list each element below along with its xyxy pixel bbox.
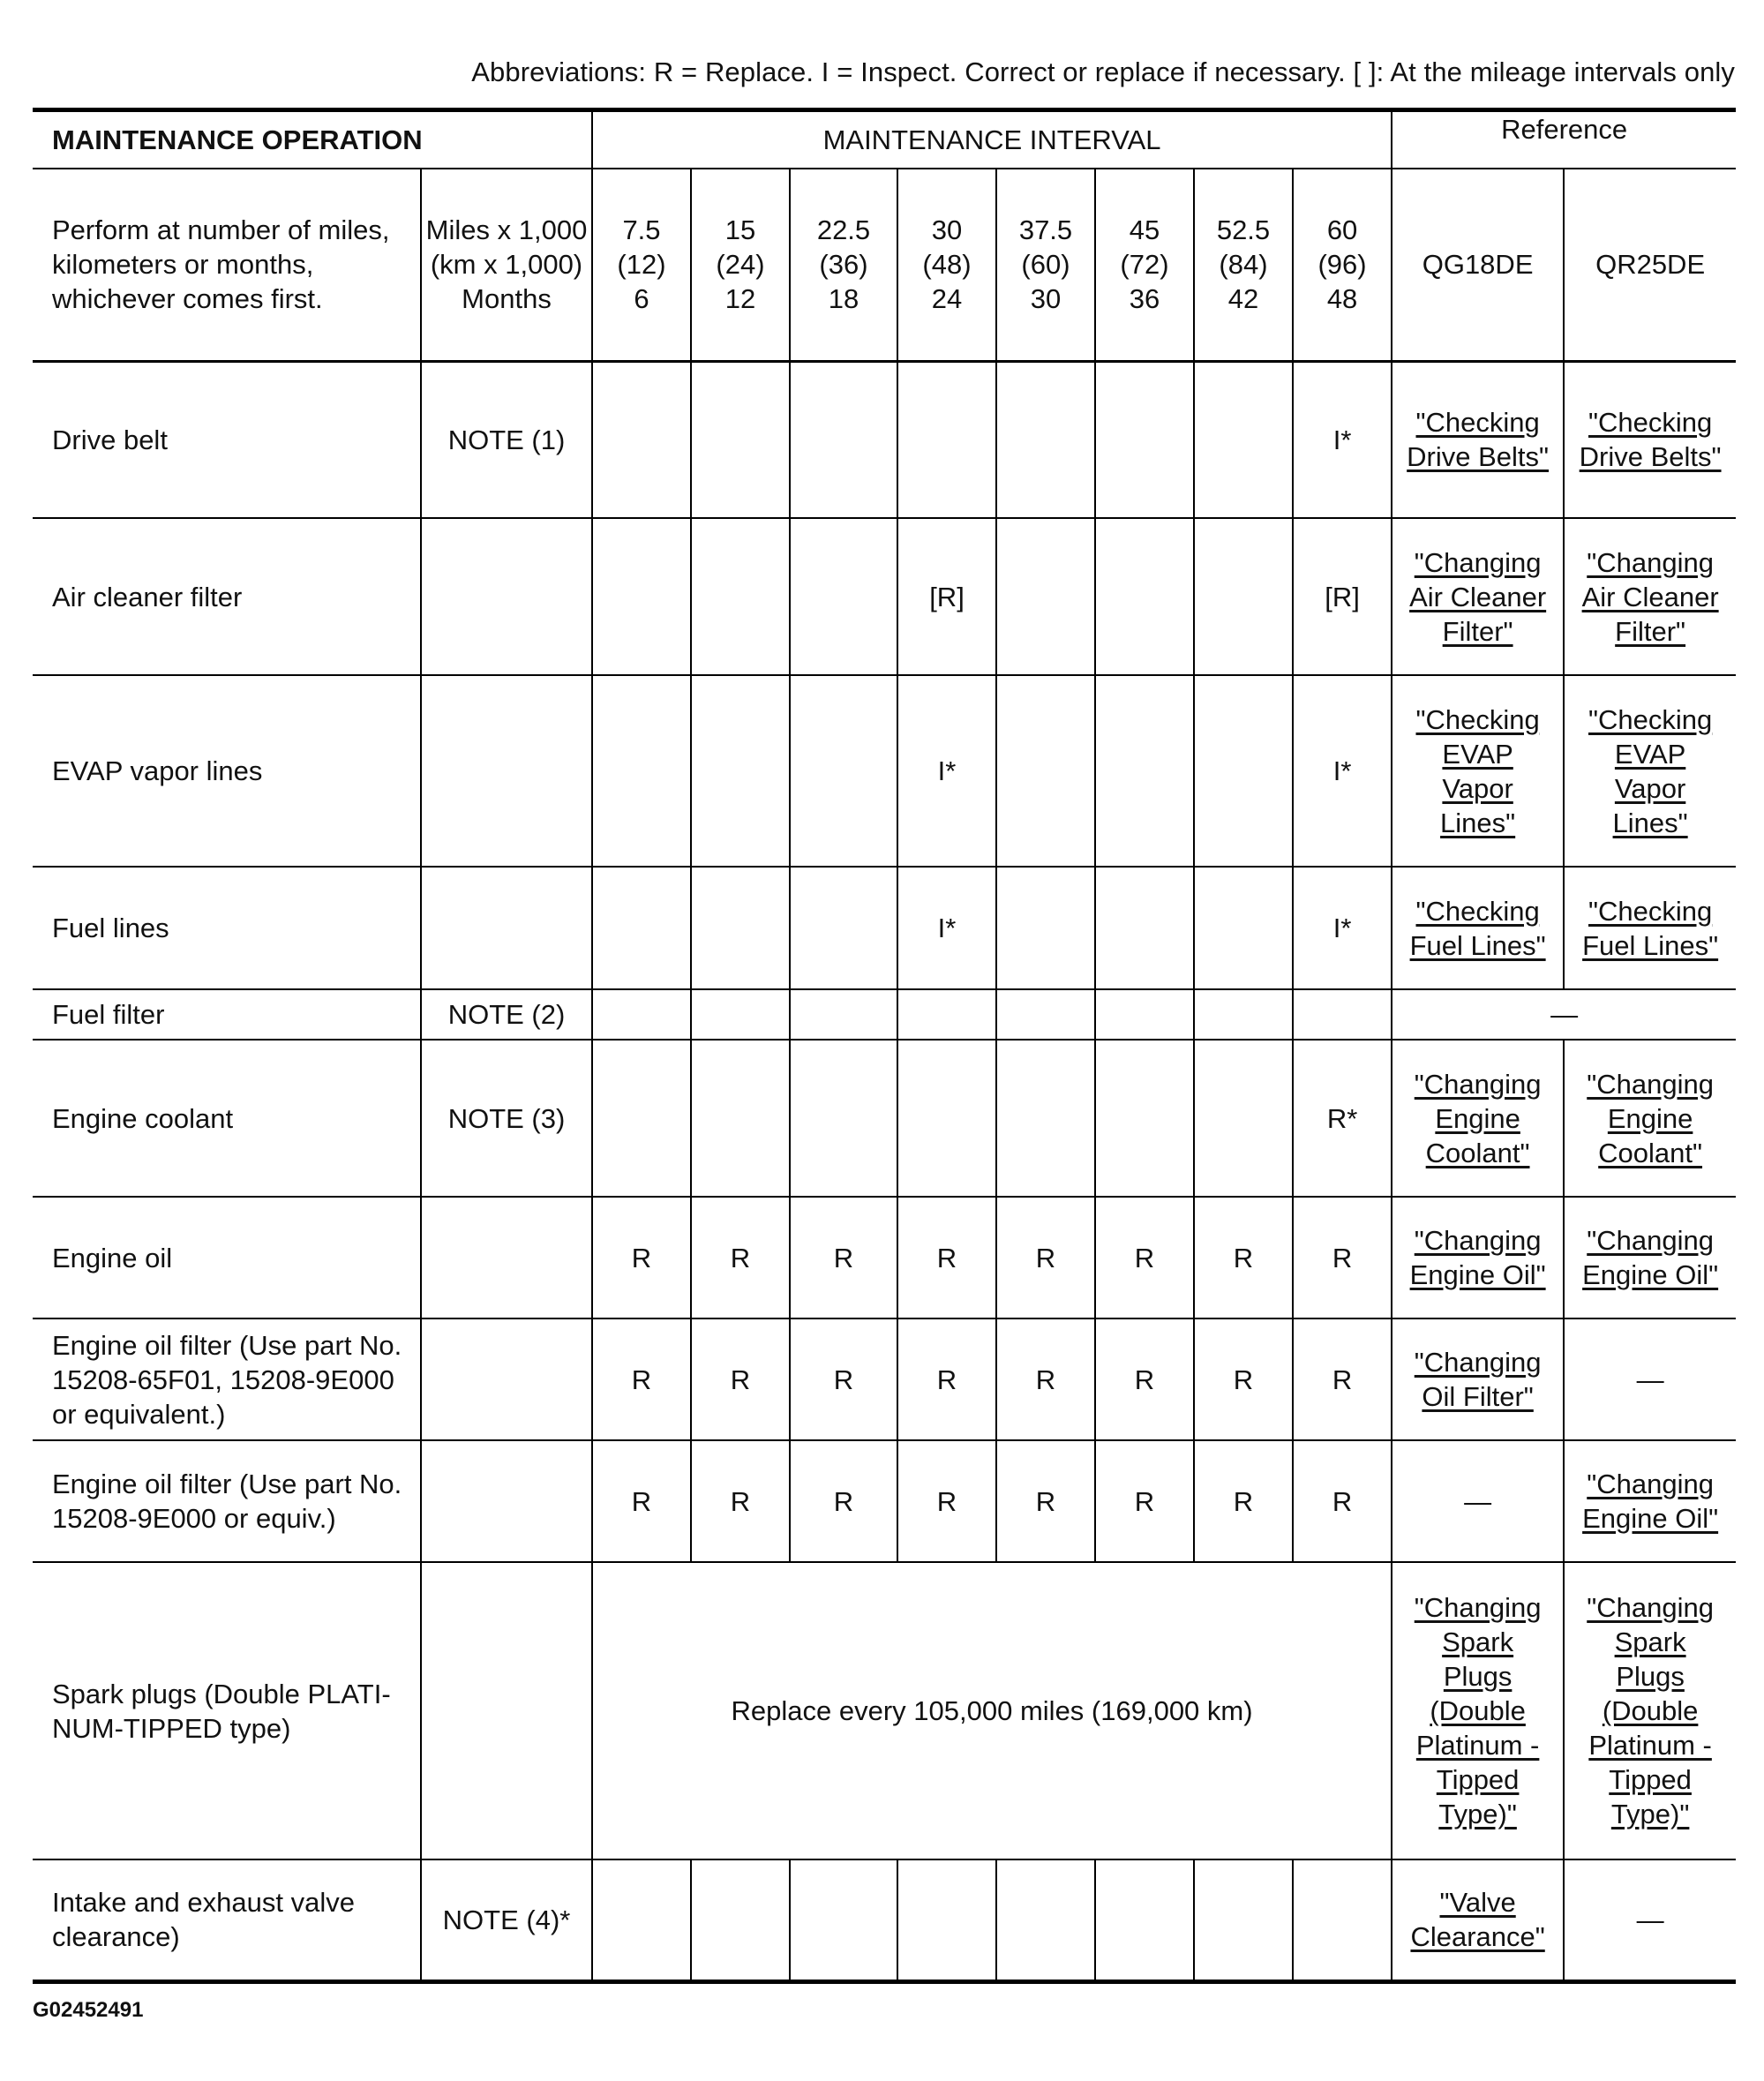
- reference-header: Reference: [1392, 110, 1736, 169]
- interval-cell: [1095, 867, 1194, 989]
- interval-cell: I*: [1293, 867, 1392, 989]
- interval-cell: [996, 518, 1095, 675]
- interval-cell: R: [1095, 1440, 1194, 1562]
- interval-cell: R: [1293, 1318, 1392, 1440]
- reference-cell-qg18de: [1392, 1197, 1564, 1318]
- interval-months: 18: [828, 283, 859, 315]
- reference-cell-qr25de: [1564, 361, 1736, 518]
- reference-cell-qr25de: [1564, 1440, 1736, 1562]
- interval-cell: [1194, 1859, 1293, 1981]
- interval-cell: R: [1194, 1440, 1293, 1562]
- interval-months: 6: [634, 283, 649, 315]
- maintenance-schedule-table: [33, 108, 1736, 1984]
- reference-cell-qr25de: [1564, 1318, 1736, 1440]
- operation-note: NOTE (4)*: [421, 1859, 592, 1981]
- operation-label: Fuel lines: [33, 867, 421, 989]
- interval-cell: I*: [1293, 675, 1392, 867]
- interval-months: 24: [931, 283, 963, 315]
- operation-label: Air cleaner filter: [33, 518, 421, 675]
- engine-header: QG18DE: [1392, 169, 1564, 361]
- interval-cell: [1095, 1859, 1194, 1981]
- reference-cell-qr25de: [1564, 1562, 1736, 1859]
- table-row: [33, 1040, 1736, 1197]
- interval-months: 12: [724, 283, 756, 315]
- interval-miles: 45: [1129, 214, 1160, 246]
- reference-link[interactable]: "Changing Spark Plugs (Double Platinum - Tipped Type)": [1587, 1592, 1714, 1829]
- reference-link[interactable]: "Changing Air Cleaner Filter": [1581, 546, 1719, 647]
- interval-cell: [1293, 989, 1392, 1040]
- reference-link[interactable]: "Changing Engine Coolant": [1587, 1068, 1714, 1168]
- reference-link[interactable]: "Checking Fuel Lines": [1409, 895, 1546, 961]
- interval-cell: R: [996, 1318, 1095, 1440]
- interval-km: (12): [617, 249, 666, 281]
- operation-label: Engine coolant: [33, 1040, 421, 1197]
- reference-cell-qg18de: [1392, 518, 1564, 675]
- interval-cell: [691, 1040, 790, 1197]
- interval-cell: [996, 1040, 1095, 1197]
- table-row: [33, 1859, 1736, 1981]
- interval-cell: R: [691, 1197, 790, 1318]
- interval-km: (48): [922, 249, 972, 281]
- interval-cell: R: [592, 1440, 691, 1562]
- table-row: [33, 675, 1736, 867]
- interval-cell: R: [691, 1440, 790, 1562]
- interval-cell: [897, 1859, 996, 1981]
- interval-cell: [996, 989, 1095, 1040]
- table-body: [33, 110, 1736, 1982]
- interval-cell: R: [996, 1197, 1095, 1318]
- interval-cell: [691, 675, 790, 867]
- interval-cell: [897, 1040, 996, 1197]
- interval-cell: R: [1194, 1318, 1293, 1440]
- operation-label: Intake and exhaust valve clearance): [33, 1859, 421, 1981]
- interval-cell: [1194, 675, 1293, 867]
- interval-miles: 60: [1326, 214, 1358, 246]
- interval-km: (72): [1120, 249, 1169, 281]
- interval-cell: [592, 361, 691, 518]
- interval-miles: 52.5: [1216, 214, 1271, 246]
- interval-cell: [R]: [897, 518, 996, 675]
- interval-cell: [996, 1859, 1095, 1981]
- table-row: [33, 1318, 1736, 1440]
- operation-note: NOTE (3): [421, 1040, 592, 1197]
- interval-column-header: [790, 169, 897, 361]
- interval-miles: 22.5: [816, 214, 871, 246]
- interval-cell: [1194, 1040, 1293, 1197]
- reference-none: —: [1636, 1904, 1664, 1935]
- operation-label: Fuel filter: [33, 989, 421, 1040]
- interval-months: 30: [1030, 283, 1062, 315]
- interval-cell: R*: [1293, 1040, 1392, 1197]
- operation-label: Drive belt: [33, 361, 421, 518]
- table-row: [33, 518, 1736, 675]
- reference-cell-qg18de: [1392, 867, 1564, 989]
- table-row: [33, 1440, 1736, 1562]
- interval-column-header: [1194, 169, 1293, 361]
- interval-months: 36: [1129, 283, 1160, 315]
- reference-cell-qg18de: [1392, 675, 1564, 867]
- interval-column-header: [897, 169, 996, 361]
- interval-cell: [996, 867, 1095, 989]
- reference-cell-qr25de: [1564, 1859, 1736, 1981]
- operation-note: [421, 518, 592, 675]
- interval-cell: [790, 867, 897, 989]
- interval-miles: 7.5: [622, 214, 661, 246]
- interval-cell: R: [996, 1440, 1095, 1562]
- interval-cell: R: [790, 1318, 897, 1440]
- interval-cell: [R]: [1293, 518, 1392, 675]
- interval-cell: [691, 867, 790, 989]
- interval-cell: [592, 1040, 691, 1197]
- interval-cell: R: [1293, 1197, 1392, 1318]
- operation-note: [421, 1562, 592, 1859]
- operation-note: [421, 1197, 592, 1318]
- interval-cell: [1194, 989, 1293, 1040]
- abbreviations-legend: Abbreviations: R = Replace. I = Inspect. Correct or replace if necessary. [ ]: At the mileage intervals only: [471, 56, 1735, 87]
- interval-column-header: [1095, 169, 1194, 361]
- interval-cell: [790, 675, 897, 867]
- reference-none: —: [1636, 1364, 1664, 1395]
- reference-cell-qg18de: [1392, 1562, 1564, 1859]
- interval-cell: R: [592, 1318, 691, 1440]
- table-row: [33, 989, 1736, 1040]
- engine-header: QR25DE: [1564, 169, 1736, 361]
- reference-cell-qr25de: [1564, 675, 1736, 867]
- maintenance-interval-header: MAINTENANCE INTERVAL: [592, 110, 1392, 169]
- table-row: [33, 867, 1736, 989]
- interval-cell: [1293, 1859, 1392, 1981]
- reference-cell-qg18de: [1392, 361, 1564, 518]
- interval-column-header: [691, 169, 790, 361]
- interval-cell: [592, 867, 691, 989]
- operation-note: [421, 1318, 592, 1440]
- operation-label: EVAP vapor lines: [33, 675, 421, 867]
- interval-column-header: [996, 169, 1095, 361]
- interval-km: (24): [716, 249, 765, 281]
- operation-label: Engine oil: [33, 1197, 421, 1318]
- interval-cell: R: [592, 1197, 691, 1318]
- operation-label: Engine oil filter (Use part No. 15208-65F01, 15208-9E000 or equivalent.): [33, 1318, 421, 1440]
- table-row: [33, 361, 1736, 518]
- interval-months: 48: [1326, 283, 1358, 315]
- table-row: [33, 1562, 1736, 1859]
- reference-cell-qg18de: [1392, 1440, 1564, 1562]
- reference-link[interactable]: "Checking EVAP Vapor Lines": [1415, 703, 1540, 838]
- table-row: [33, 1197, 1736, 1318]
- interval-cell: [1194, 518, 1293, 675]
- interval-cell: R: [790, 1440, 897, 1562]
- interval-miles: 15: [724, 214, 756, 246]
- interval-km: (96): [1317, 249, 1367, 281]
- perform-instructions: Perform at number of miles, kilometers or months, whichever comes first.: [33, 169, 421, 361]
- interval-miles: 30: [931, 214, 963, 246]
- reference-cell-qr25de: [1564, 1040, 1736, 1197]
- figure-code: G02452491: [33, 1998, 144, 2022]
- reference-link[interactable]: "Changing Air Cleaner Filter": [1409, 546, 1547, 647]
- header-row-1: [33, 110, 1736, 169]
- reference-link[interactable]: "Valve Clearance": [1410, 1887, 1545, 1953]
- interval-cell: R: [790, 1197, 897, 1318]
- interval-cell: [592, 675, 691, 867]
- interval-cell: [592, 989, 691, 1040]
- interval-cell: R: [897, 1440, 996, 1562]
- interval-miles: 37.5: [1018, 214, 1073, 246]
- reference-link[interactable]: "Checking EVAP Vapor Lines": [1588, 703, 1713, 838]
- reference-cell-qg18de: [1392, 1859, 1564, 1981]
- interval-cell: [691, 989, 790, 1040]
- interval-cell: [1194, 361, 1293, 518]
- interval-cell: I*: [897, 675, 996, 867]
- interval-cell: R: [1194, 1197, 1293, 1318]
- interval-cell: [1095, 989, 1194, 1040]
- interval-cell: [592, 1859, 691, 1981]
- maintenance-operation-header: MAINTENANCE OPERATION: [33, 110, 592, 169]
- reference-cell-merged: —: [1392, 989, 1736, 1040]
- interval-units: Miles x 1,000 (km x 1,000) Months: [421, 169, 592, 361]
- reference-link[interactable]: "Changing Oil Filter": [1414, 1347, 1542, 1412]
- interval-cell: R: [897, 1318, 996, 1440]
- interval-cell: [691, 1859, 790, 1981]
- header-row-2: [33, 169, 1736, 361]
- interval-cell: R: [1095, 1197, 1194, 1318]
- reference-link[interactable]: "Checking Drive Belts": [1407, 407, 1550, 473]
- operation-note: NOTE (1): [421, 361, 592, 518]
- reference-link[interactable]: "Changing Engine Coolant": [1414, 1068, 1542, 1168]
- operation-note: [421, 1440, 592, 1562]
- reference-link[interactable]: "Changing Engine Oil": [1409, 1225, 1546, 1290]
- interval-cell: [790, 518, 897, 675]
- operation-note: [421, 675, 592, 867]
- interval-cell: [1095, 1040, 1194, 1197]
- interval-cell: R: [1095, 1318, 1194, 1440]
- interval-cell: [790, 1040, 897, 1197]
- interval-cell: [996, 361, 1095, 518]
- reference-cell-qr25de: [1564, 1197, 1736, 1318]
- interval-column-header: [1293, 169, 1392, 361]
- reference-cell-qg18de: [1392, 1040, 1564, 1197]
- interval-cell: [996, 675, 1095, 867]
- interval-months: 42: [1227, 283, 1259, 315]
- reference-cell-qg18de: [1392, 1318, 1564, 1440]
- merged-interval-cell: Replace every 105,000 miles (169,000 km): [592, 1562, 1392, 1859]
- interval-cell: [1095, 361, 1194, 518]
- interval-cell: I*: [1293, 361, 1392, 518]
- operation-label: Engine oil filter (Use part No. 15208-9E000 or equiv.): [33, 1440, 421, 1562]
- reference-link[interactable]: "Changing Spark Plugs (Double Platinum - Tipped Type)": [1414, 1592, 1542, 1829]
- interval-cell: [897, 989, 996, 1040]
- reference-link[interactable]: "Changing Engine Oil": [1582, 1469, 1719, 1534]
- interval-cell: R: [1293, 1440, 1392, 1562]
- interval-km: (36): [819, 249, 868, 281]
- interval-cell: [790, 989, 897, 1040]
- interval-cell: [790, 1859, 897, 1981]
- interval-cell: [592, 518, 691, 675]
- interval-cell: [1095, 518, 1194, 675]
- reference-cell-qr25de: [1564, 867, 1736, 989]
- interval-column-header: [592, 169, 691, 361]
- reference-link[interactable]: "Checking Fuel Lines": [1582, 895, 1719, 961]
- reference-none: —: [1464, 1485, 1492, 1517]
- interval-cell: [1095, 675, 1194, 867]
- interval-cell: I*: [897, 867, 996, 989]
- interval-km: (84): [1219, 249, 1268, 281]
- reference-link[interactable]: "Changing Engine Oil": [1582, 1225, 1719, 1290]
- reference-cell-qr25de: [1564, 518, 1736, 675]
- interval-cell: [691, 518, 790, 675]
- interval-cell: [1194, 867, 1293, 989]
- interval-cell: [897, 361, 996, 518]
- interval-cell: [790, 361, 897, 518]
- operation-note: NOTE (2): [421, 989, 592, 1040]
- operation-label: Spark plugs (Double PLATI-NUM-TIPPED type): [33, 1562, 421, 1859]
- interval-km: (60): [1021, 249, 1070, 281]
- interval-cell: [691, 361, 790, 518]
- interval-cell: R: [897, 1197, 996, 1318]
- reference-link[interactable]: "Checking Drive Belts": [1579, 407, 1722, 473]
- operation-note: [421, 867, 592, 989]
- interval-cell: R: [691, 1318, 790, 1440]
